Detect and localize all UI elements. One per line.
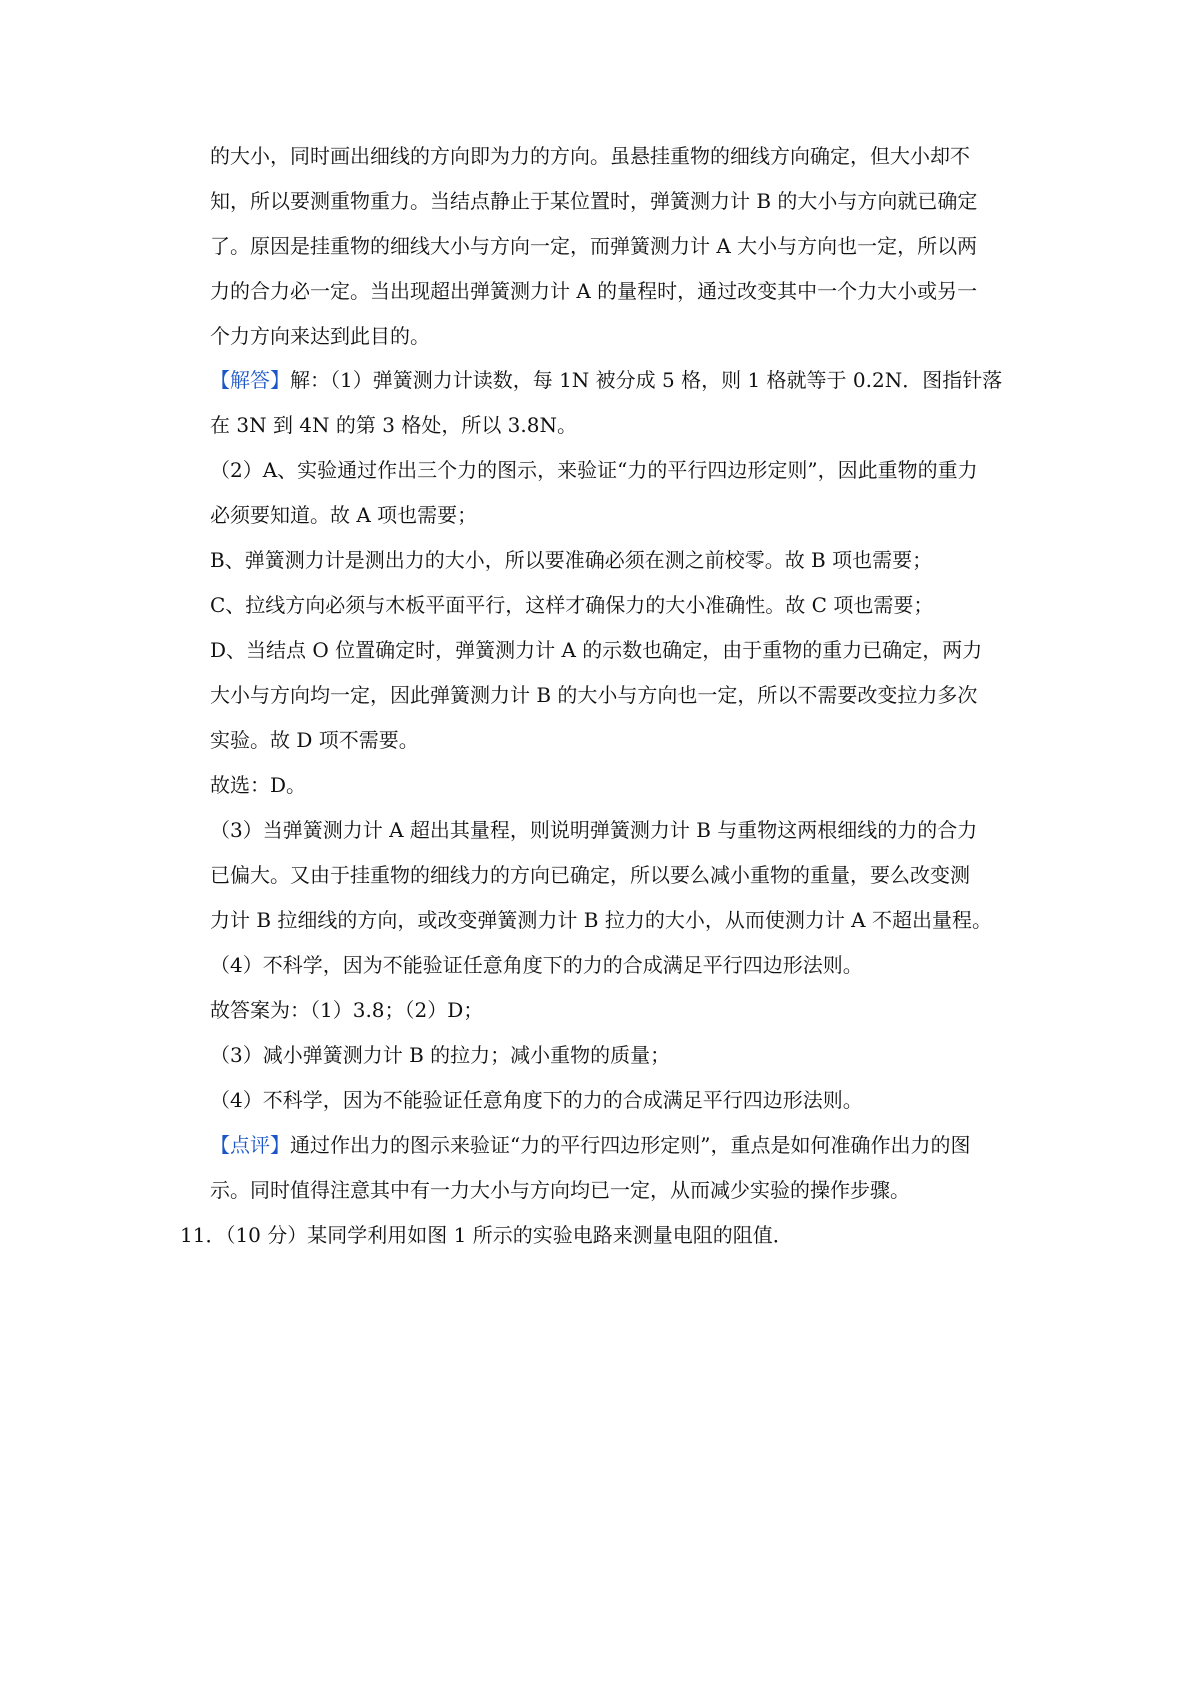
solution-line: （4）不科学，因为不能验证任意角度下的力的合成满足平行四边形法则。 bbox=[210, 1088, 863, 1112]
next-question: 11．（10 分）某同学利用如图 1 所示的实验电路来测量电阻的阻值． bbox=[180, 1223, 793, 1247]
solution-line: 实验。故 D 项不需要。 bbox=[210, 728, 419, 752]
solution-line: 故选：D。 bbox=[210, 773, 307, 797]
solution-line: （3）当弹簧测力计 A 超出其量程，则说明弹簧测力计 B 与重物这两根细线的力的合力 bbox=[210, 818, 978, 842]
analysis-line: 个力方向来达到此目的。 bbox=[210, 324, 430, 348]
solution-line: 大小与方向均一定，因此弹簧测力计 B 的大小与方向也一定，所以不需要改变拉力多次 bbox=[210, 683, 978, 707]
solution-line: 已偏大。又由于挂重物的细线力的方向已确定，所以要么减小重物的重量，要么改变测 bbox=[210, 863, 970, 887]
solution-line: （3）减小弹簧测力计 B 的拉力；减小重物的质量； bbox=[210, 1043, 671, 1067]
solution-line: 力计 B 拉细线的方向，或改变弹簧测力计 B 拉力的大小，从而使测力计 A 不超出量程。 bbox=[210, 908, 992, 932]
solution-line: D、当结点 O 位置确定时，弹簧测力计 A 的示数也确定，由于重物的重力已确定，两力 bbox=[210, 638, 983, 662]
comment-first-line bbox=[210, 1130, 1040, 1160]
solution-line: 必须要知道。故 A 项也需要； bbox=[210, 503, 478, 527]
analysis-line: 知，所以要测重物重力。当结点静止于某位置时，弹簧测力计 B 的大小与方向就已确定 bbox=[210, 189, 978, 213]
solution-line: C、拉线方向必须与木板平面平行，这样才确保力的大小准确性。故 C 项也需要； bbox=[210, 593, 934, 617]
solution-text: 解：（1）弹簧测力计读数，每 1N 被分成 5 格，则 1 格就等于 0.2N．图指针落 bbox=[290, 368, 1003, 392]
solution-line: 在 3N 到 4N 的第 3 格处，所以 3.8N。 bbox=[210, 413, 577, 437]
comment-line: 示。同时值得注意其中有一力大小与方向均已一定，从而减少实验的操作步骤。 bbox=[210, 1178, 910, 1202]
solution-tag: 【解答】 bbox=[210, 368, 290, 392]
analysis-line: 力的合力必一定。当出现超出弹簧测力计 A 的量程时，通过改变其中一个力大小或另一 bbox=[210, 279, 978, 303]
solution-line: （2）A、实验通过作出三个力的图示，来验证“力的平行四边形定则”，因此重物的重力 bbox=[210, 458, 978, 482]
analysis-line: 的大小，同时画出细线的方向即为力的方向。虽悬挂重物的细线方向确定，但大小却不 bbox=[210, 144, 970, 168]
solution-first-line bbox=[210, 365, 1040, 395]
comment-tag: 【点评】 bbox=[210, 1133, 290, 1157]
solution-line: B、弹簧测力计是测出力的大小，所以要准确必须在测之前校零。故 B 项也需要； bbox=[210, 548, 933, 572]
solution-line: 故答案为：（1）3.8；（2）D； bbox=[210, 998, 484, 1022]
solution-line: （4）不科学，因为不能验证任意角度下的力的合成满足平行四边形法则。 bbox=[210, 953, 863, 977]
analysis-line: 了。原因是挂重物的细线大小与方向一定，而弹簧测力计 A 大小与方向也一定，所以两 bbox=[210, 234, 978, 258]
comment-text: 通过作出力的图示来验证“力的平行四边形定则”，重点是如何准确作出力的图 bbox=[290, 1133, 971, 1157]
